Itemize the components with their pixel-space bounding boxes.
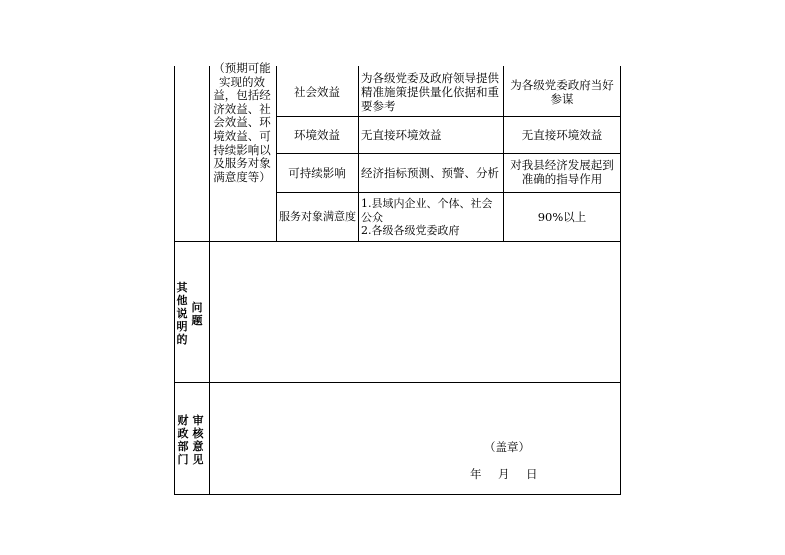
- content-satisfaction-line-1: 1.县域内企业、个体、社会公众: [361, 197, 493, 224]
- content-social: 为各级党委及政府领导提供精准施策提供量化依据和重要参考: [361, 71, 499, 113]
- target-satisfaction: 90%以上: [537, 210, 587, 224]
- other-notes-label-col1: 其他说明的: [176, 281, 188, 346]
- section-line-2: [174, 382, 621, 383]
- target-environment: 无直接环境效益: [521, 128, 603, 142]
- indicator-sustainable: 可持续影响: [288, 166, 346, 180]
- finance-label-col1: 财政部门: [177, 414, 189, 466]
- date-month: 月: [498, 467, 510, 481]
- content-satisfaction: [361, 197, 501, 238]
- subtable-row-line-3: [276, 192, 621, 193]
- indicator-satisfaction: 服务对象满意度: [279, 210, 356, 223]
- section-line-1: [174, 241, 621, 242]
- target-sustainable: 对我县经济发展起到准确的指导作用: [510, 158, 614, 186]
- seal-placeholder: （盖章）: [484, 440, 530, 454]
- indicator-environment: 环境效益: [294, 128, 340, 142]
- subtable-row-line-1: [276, 116, 621, 117]
- content-sustainable: 经济指标预测、预警、分析: [361, 166, 499, 180]
- outer-right-border: [620, 66, 621, 495]
- outer-left-border: [174, 66, 175, 495]
- other-notes-label-col2: 问题: [191, 301, 203, 327]
- section-line-3: [174, 494, 621, 495]
- date-day: 日: [526, 467, 538, 481]
- subtable-row-line-2: [276, 153, 621, 154]
- target-social: 为各级党委政府当好参谋: [510, 78, 614, 106]
- date-year: 年: [470, 467, 482, 481]
- content-environment: 无直接环境效益: [361, 128, 442, 142]
- finance-label-col2: 审核意见: [192, 414, 204, 466]
- content-satisfaction-line-2: 2.各级各级党委政府: [361, 224, 460, 237]
- expected-benefit-note: （预期可能实现的效益，包括经济效益、社会效益、环境效益、可持续影响以及服务对象满意度等）: [213, 61, 271, 184]
- indicator-social: 社会效益: [294, 85, 340, 99]
